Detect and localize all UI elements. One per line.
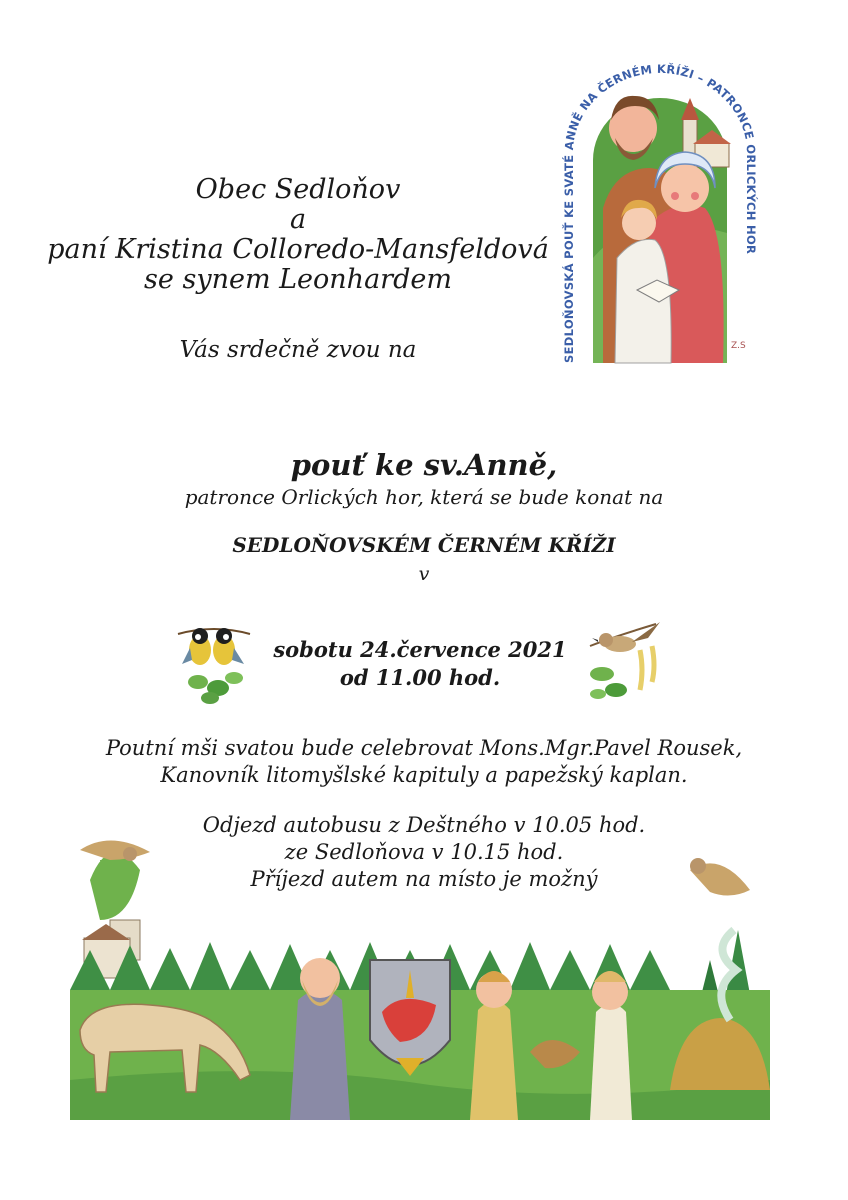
transport-line-3: Příjezd autem na místo je možný xyxy=(250,867,598,891)
host-conjunction: a xyxy=(289,204,307,235)
event-date: sobotu 24.července 2021 xyxy=(273,637,567,662)
event-prep: v xyxy=(418,563,430,585)
event-time: od 11.00 hod. xyxy=(339,665,501,690)
great-tits-left-icon xyxy=(174,616,254,706)
transport-line-1: Odjezd autobusu z Deštného v 10.05 hod. xyxy=(202,813,646,837)
host-municipality: Obec Sedloňov xyxy=(195,174,401,205)
painting-caption: SEDLOŇOVSKÁ POUŤ KE SVATÉ ANNĚ NA ČERNÉM KŘÍŽI – PATRONCE ORLICKÝCH HOR xyxy=(561,61,759,363)
transport-line-2: ze Sedloňova v 10.15 hod. xyxy=(284,840,564,864)
pilgrimage-scene-illustration xyxy=(70,830,770,1120)
st-anne-painting xyxy=(555,58,765,370)
bird-on-branch-right-icon xyxy=(586,616,670,702)
svg-text:Z.S: Z.S xyxy=(731,341,746,351)
host-son: se synem Leonhardem xyxy=(144,264,452,295)
mass-line-2: Kanovník litomyšlské kapituly a papežský kaplan. xyxy=(160,763,688,787)
event-datetime xyxy=(270,636,570,692)
event-title: pouť ke sv.Anně, xyxy=(290,448,558,482)
event-subtitle: patronce Orlických hor, která se bude konat na xyxy=(184,485,664,509)
mass-line-1: Poutní mši svatou bude celebrovat Mons.Mgr.Pavel Rousek, xyxy=(105,736,743,760)
host-countess: paní Kristina Colloredo-Mansfeldová xyxy=(47,234,549,265)
hosts-block xyxy=(40,175,556,295)
mass-info xyxy=(0,735,848,789)
event-place: SEDLOŇOVSKÉM ČERNÉM KŘÍŽI xyxy=(232,533,616,557)
invite-text: Vás srdečně zvou na xyxy=(179,337,417,363)
